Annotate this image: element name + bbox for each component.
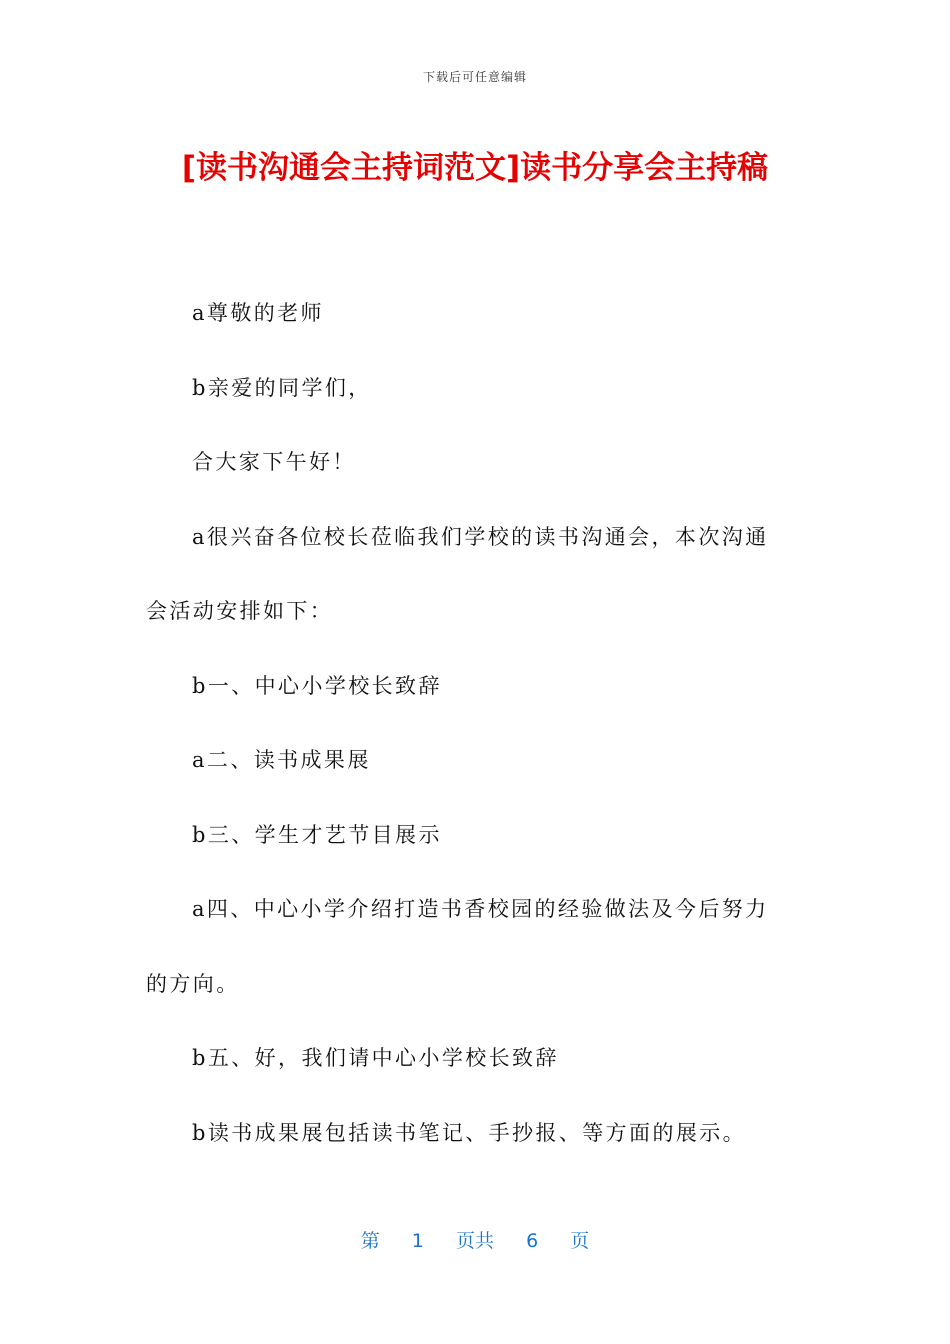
header-note: 下载后可任意编辑 — [422, 70, 527, 84]
document-title: [读书沟通会主持词范文]读书分享会主持稿 — [181, 150, 769, 186]
paragraph: b一、中心小学校长致辞 — [192, 673, 442, 698]
paragraph: a很兴奋各位校长莅临我们学校的读书沟通会，本次沟通会活动安排如下： — [146, 524, 769, 623]
current-page-number: 1 — [411, 1230, 424, 1252]
paragraph: b三、学生才艺节目展示 — [192, 822, 442, 847]
paragraph: b亲爱的同学们， — [192, 375, 372, 400]
paragraph: 合大家下午好！ — [192, 450, 356, 474]
page-prefix: 第 — [360, 1230, 380, 1252]
paragraph: b五、好，我们请中心小学校长致辞 — [192, 1046, 559, 1070]
paragraph: a尊敬的老师 — [192, 301, 324, 325]
page-number-footer — [0, 1226, 950, 1253]
paragraph: a四、中心小学介绍打造书香校园的经验做法及今后努力的方向。 — [146, 897, 769, 996]
total-pages-number: 6 — [526, 1230, 539, 1252]
paragraph: a二、读书成果展 — [192, 748, 371, 772]
page-middle-text: 页共 — [455, 1230, 494, 1252]
document-body — [146, 276, 791, 1170]
page-suffix: 页 — [570, 1230, 590, 1252]
paragraph: b读书成果展包括读书笔记、手抄报、等方面的展示。 — [192, 1120, 747, 1145]
